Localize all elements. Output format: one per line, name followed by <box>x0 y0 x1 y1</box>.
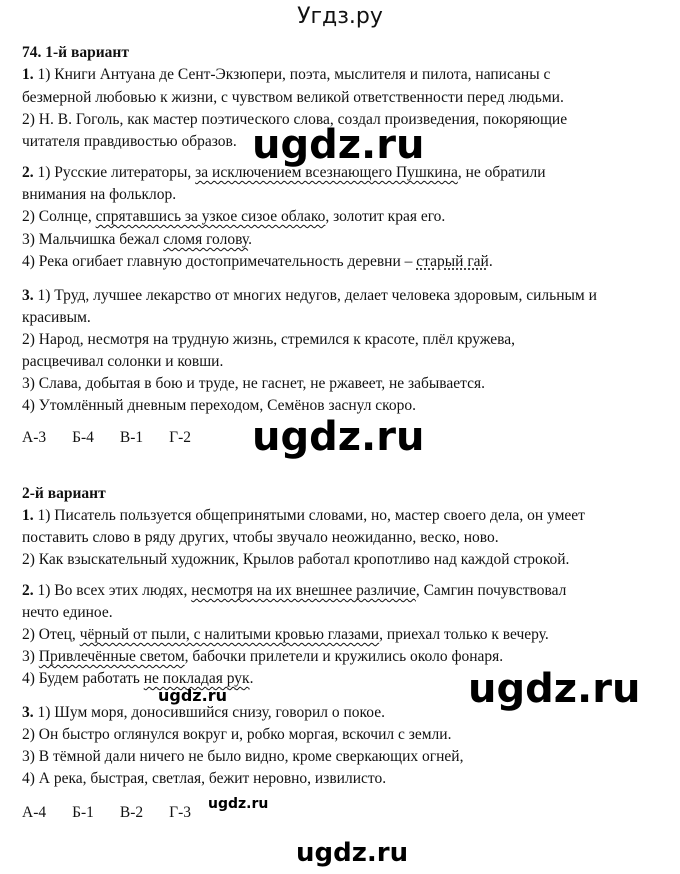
v1-q2-underlined-participle: спрятавшись за узкое сизое облако <box>95 208 326 225</box>
v2-q3-line4: 4) А река, быстрая, светлая, бежит неровно, извилисто. <box>22 770 387 787</box>
v1-q1-line2: безмерной любовью к жизни, с чувством великой ответственности перед людьми. <box>22 89 564 106</box>
v1-q2-text4a: 3) Мальчишка бежал <box>22 231 164 248</box>
v1-q2-underlined-appositive: старый гай <box>416 253 489 270</box>
watermark: ugdz.ru <box>468 666 641 712</box>
v1-q2-underlined-phrase: за исключением всезнающего Пушкина <box>195 164 458 181</box>
v2-q2-underlined-phrase: несмотря на их внешнее различие <box>191 582 416 599</box>
variant1-heading: 74. 1-й вариант <box>22 44 129 61</box>
v2-q2-text1a: 1) Во всех этих людях, <box>33 582 192 599</box>
v1-q3-line5: 3) Слава, добытая в бою и труде, не гаснет, не ржавеет, не забывается. <box>22 375 486 392</box>
v1-q3-line6: 4) Утомлённый дневным переходом, Семёнов заснул скоро. <box>22 397 417 414</box>
v2-q2-text3a: 2) Отец, <box>22 626 80 643</box>
v1-answer: Б-4 <box>72 429 94 446</box>
site-title: Угдз.ру <box>297 4 383 29</box>
v2-q2-text5a: 4) Будем работать <box>22 670 144 687</box>
v1-q3-line3: 2) Народ, несмотря на трудную жизнь, стремился к красоте, плёл кружева, <box>22 331 516 348</box>
v1-q2-underlined-idiom: сломя голову <box>163 231 249 248</box>
v2-answer: Г-3 <box>169 804 192 821</box>
v2-q2-underlined-participle2: Привлечённые светом <box>38 648 185 665</box>
v1-q1-line4: читателя правдивостью образов. <box>22 133 237 150</box>
v1-q2-line2: внимания на фольклор. <box>22 186 177 203</box>
v2-answer: А-4 <box>22 804 47 821</box>
v1-q2-text5a: 4) Река огибает главную достопримечательность деревни – <box>22 253 417 270</box>
v2-q3-text1: 1) Шум моря, доносившийся снизу, говорил о покое. <box>33 704 385 721</box>
v2-q2-text4c: , бабочки прилетели и кружились около фонаря. <box>184 648 504 665</box>
v2-q2-line1 <box>22 582 566 600</box>
v1-q2-text3c: , золотит края его. <box>325 208 446 225</box>
v1-q1-text1: 1) Книги Антуана де Сент-Экзюпери, поэта, мыслителя и пилота, написаны с <box>33 66 551 83</box>
v2-answers <box>22 804 217 822</box>
v2-q2-text3c: , приехал только к вечеру. <box>379 626 549 643</box>
v1-q2-text1c: , не обратили <box>457 164 546 181</box>
v2-q1-number: 1. <box>22 507 34 524</box>
watermark: ugdz.ru <box>252 122 425 168</box>
v2-q2-text5c: . <box>249 670 254 687</box>
v2-q2-line4 <box>22 648 503 666</box>
watermark: ugdz.ru <box>158 686 227 705</box>
v2-q3-line2: 2) Он быстро оглянулся вокруг и, робко моргая, вскочил с земли. <box>22 726 452 743</box>
v1-q3-number: 3. <box>22 287 34 304</box>
v1-answer: Г-2 <box>169 429 192 446</box>
v1-q1-line1 <box>22 66 550 84</box>
v2-answer: Б-1 <box>72 804 94 821</box>
v2-q1-line3: 2) Как взыскательный художник, Крылов работал кропотливо над каждой строкой. <box>22 551 570 568</box>
v1-q2-number: 2. <box>22 164 34 181</box>
watermark: ugdz.ru <box>208 796 269 812</box>
v1-q3-line1 <box>22 287 597 305</box>
v1-q2-line5 <box>22 253 493 271</box>
v1-answers <box>22 429 217 447</box>
v2-q2-text4a: 3) <box>22 648 39 665</box>
v2-q3-line3: 3) В тёмной дали ничего не было видно, кроме сверкающих огней, <box>22 748 464 765</box>
v1-q1-line3: 2) Н. В. Гоголь, как мастер поэтического слова, создал произведения, покоряющие <box>22 111 568 128</box>
v1-q2-line4 <box>22 231 252 249</box>
v1-answer: В-1 <box>119 429 144 446</box>
v1-q2-line3 <box>22 208 445 226</box>
v2-q2-line2: нечто единое. <box>22 604 113 621</box>
v1-q2-text1a: 1) Русские литераторы, <box>33 164 196 181</box>
v2-q1-text1: 1) Писатель пользуется общепринятыми словами, но, мастер своего дела, он умеет <box>33 507 585 524</box>
v1-q2-text3a: 2) Солнце, <box>22 208 96 225</box>
v2-q1-line2: поставить слово в ряду других, чтобы звучало неожиданно, веско, ново. <box>22 529 499 546</box>
watermark: ugdz.ru <box>252 414 425 460</box>
v1-q3-line4: расцвечивал солонки и ковши. <box>22 353 224 370</box>
v2-q2-underlined-participle: чёрный от пыли, с налитыми кровью глазами <box>79 626 380 643</box>
v2-q2-text1c: , Самгин почувствовал <box>415 582 567 599</box>
v1-answer: А-3 <box>22 429 47 446</box>
watermark: ugdz.ru <box>296 838 409 868</box>
v2-answer: В-2 <box>119 804 144 821</box>
v1-q3-line2: красивым. <box>22 309 91 326</box>
v2-q3-number: 3. <box>22 704 34 721</box>
v1-q3-text1: 1) Труд, лучшее лекарство от многих недугов, делает человека здоровым, сильным и <box>33 287 597 304</box>
v2-q3-line1 <box>22 704 385 722</box>
v1-q2-text5c: . <box>488 253 493 270</box>
v2-q2-line3 <box>22 626 549 644</box>
v2-q1-line1 <box>22 507 585 525</box>
v2-q2-underlined-idiom: не покладая рук <box>143 670 250 687</box>
variant2-heading: 2-й вариант <box>22 485 106 502</box>
v2-q2-number: 2. <box>22 582 34 599</box>
v1-q1-number: 1. <box>22 66 34 83</box>
v1-q2-text4c: . <box>248 231 252 248</box>
